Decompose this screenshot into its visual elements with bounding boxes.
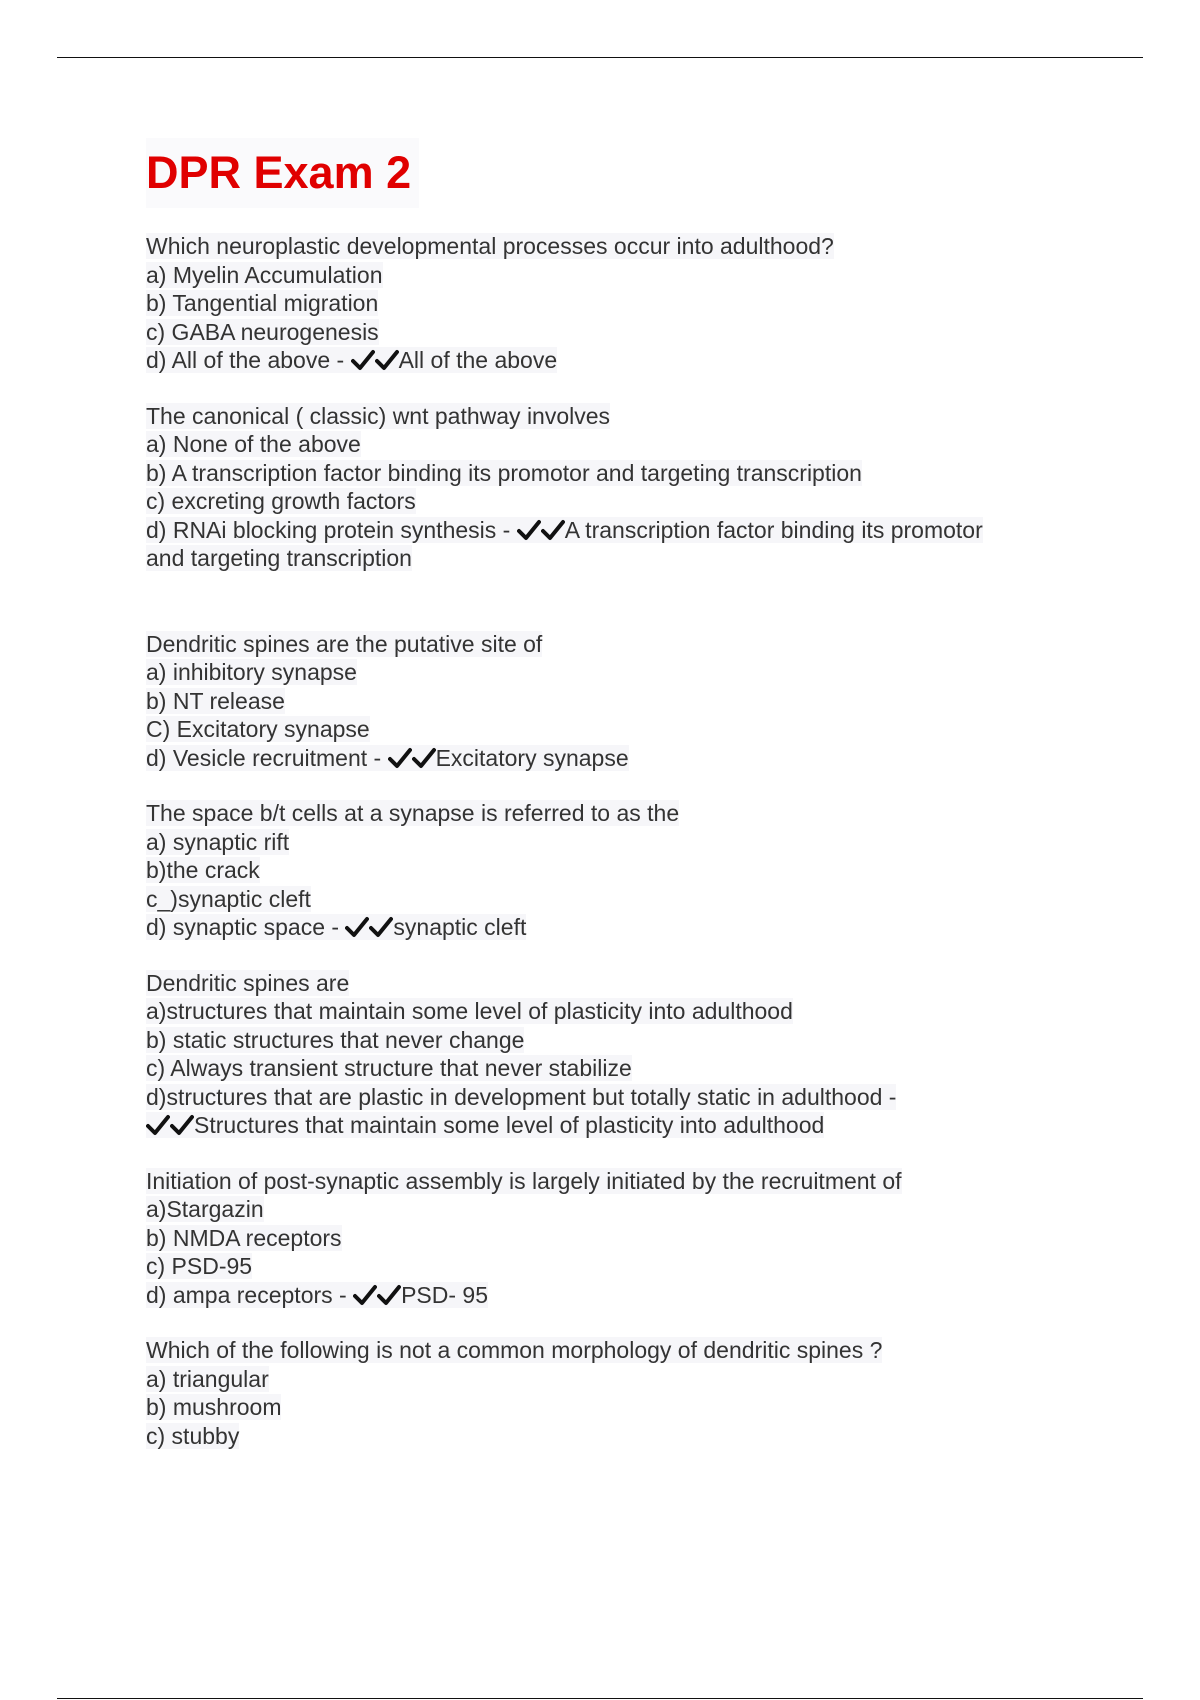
question-stem: Which of the following is not a common morphology of dendritic spines ? (146, 1337, 883, 1363)
option: a)structures that maintain some level of plasticity into adulthood (146, 998, 793, 1024)
question-3 (146, 630, 1066, 773)
check-icon (377, 1284, 401, 1306)
option: c) excreting growth factors (146, 488, 416, 514)
check-icon (170, 1114, 194, 1136)
check-icon (345, 916, 369, 938)
correct-answer: PSD- 95 (401, 1281, 489, 1308)
answer-line (146, 1281, 1066, 1310)
option: a) synaptic rift (146, 828, 290, 855)
option: d) ampa receptors - (146, 1281, 347, 1308)
option: b) Tangential migration (146, 290, 379, 316)
correct-answer: Structures that maintain some level of plasticity into adulthood (194, 1112, 825, 1138)
correct-answer: A transcription factor binding its promotor (564, 516, 983, 543)
correct-answer: All of the above (398, 347, 558, 373)
check-icon (517, 519, 541, 541)
option: b)the crack (146, 857, 260, 883)
answer-line (146, 913, 1066, 942)
option: c_)synaptic cleft (146, 885, 311, 912)
question-4 (146, 799, 1066, 942)
question-stem: Dendritic spines are (146, 969, 350, 996)
option: d) synaptic space - (146, 914, 340, 940)
bottom-rule (57, 1698, 1143, 1699)
option: d) Vesicle recruitment - (146, 744, 382, 771)
option: b) mushroom (146, 1394, 282, 1420)
check-icon (353, 1284, 377, 1306)
check-icon (375, 349, 399, 371)
option: d) RNAi blocking protein synthesis - (146, 516, 511, 543)
answer-line (146, 516, 1066, 545)
option: d)structures that are plastic in development but totally static in adulthood - (146, 1083, 897, 1110)
option: b) NT release (146, 687, 285, 714)
option: c) Always transient structure that never stabilize (146, 1055, 632, 1081)
option: a) inhibitory synapse (146, 659, 357, 685)
answer-line (146, 744, 1066, 773)
option: b) A transcription factor binding its promotor and targeting transcription (146, 459, 862, 486)
question-stem: Initiation of post-synaptic assembly is largely initiated by the recruitment of (146, 1167, 902, 1194)
option: a)Stargazin (146, 1196, 264, 1222)
check-icon (369, 916, 393, 938)
question-7 (146, 1336, 1066, 1450)
check-icon (541, 519, 565, 541)
option: C) Excitatory synapse (146, 716, 370, 742)
correct-answer: synaptic cleft (393, 914, 527, 940)
question-6 (146, 1167, 1066, 1310)
answer-line (146, 346, 1066, 375)
correct-answer-continued: and targeting transcription (146, 545, 412, 571)
option: a) None of the above (146, 431, 361, 457)
check-icon (388, 747, 412, 769)
option: d) All of the above - (146, 347, 345, 373)
option: a) Myelin Accumulation (146, 261, 383, 288)
option: c) PSD-95 (146, 1253, 253, 1279)
correct-answer: Excitatory synapse (435, 744, 629, 771)
question-stem: Dendritic spines are the putative site of (146, 630, 543, 657)
document-body (146, 138, 1066, 1450)
question-stem: The space b/t cells at a synapse is referred to as the (146, 800, 680, 826)
option: b) static structures that never change (146, 1026, 525, 1053)
option: b) NMDA receptors (146, 1224, 342, 1251)
option: c) GABA neurogenesis (146, 318, 379, 345)
option: a) triangular (146, 1365, 269, 1392)
check-icon (412, 747, 436, 769)
answer-line (146, 1111, 1066, 1140)
top-rule (57, 57, 1143, 58)
check-icon (146, 1114, 170, 1136)
question-5 (146, 969, 1066, 1140)
option: c) stubby (146, 1422, 240, 1449)
document-title: DPR Exam 2 (146, 138, 419, 208)
question-1 (146, 232, 1066, 375)
check-icon (351, 349, 375, 371)
question-2 (146, 402, 1066, 573)
question-stem: Which neuroplastic developmental processes occur into adulthood? (146, 233, 834, 259)
question-stem: The canonical ( classic) wnt pathway involves (146, 402, 611, 429)
